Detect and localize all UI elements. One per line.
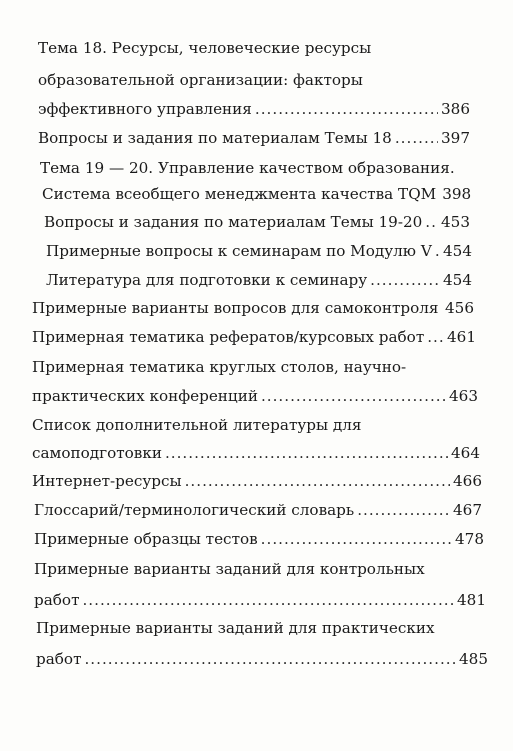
- page-number: 397: [441, 129, 470, 147]
- toc-entry-control-works-line1: Примерные варианты заданий для контрольных: [34, 560, 425, 578]
- page-number: 463: [449, 387, 478, 405]
- toc-entry-tests: [34, 529, 484, 549]
- toc-entry-topic-18: [38, 99, 470, 119]
- dot-leader: [441, 298, 442, 318]
- page-number: 461: [447, 328, 476, 346]
- page-number: 478: [455, 530, 484, 548]
- dot-leader: [370, 270, 440, 290]
- page-number: 386: [441, 100, 470, 118]
- toc-entry-glossary: [34, 500, 482, 520]
- toc-entry-title: Примерная тематика рефератов/курсовых работ: [32, 328, 425, 346]
- toc-entry-title: Примерные вопросы к семинарам по Модулю V: [46, 242, 432, 260]
- page-number: 467: [453, 501, 482, 519]
- page-number: 466: [453, 472, 482, 490]
- toc-entry-questions-18: [38, 128, 470, 148]
- dot-leader: [82, 590, 454, 610]
- toc-entry-title: Глоссарий/терминологический словарь: [34, 501, 355, 519]
- toc-entry-title: Система всеобщего менеджмента качества TQM: [42, 185, 437, 203]
- toc-entry-additional-literature: [32, 443, 480, 463]
- dot-leader: [261, 529, 452, 549]
- toc-entry-practical-works-line1: Примерные варианты заданий для практических: [36, 619, 435, 637]
- dot-leader: [357, 500, 450, 520]
- dot-leader: [165, 443, 448, 463]
- toc-entry-round-tables: [32, 386, 478, 406]
- toc-entry-topic-18-line1: Тема 18. Ресурсы, человеческие ресурсы: [38, 39, 372, 57]
- toc-entry-additional-literature-line1: Список дополнительной литературы для: [32, 416, 362, 434]
- dot-leader: [261, 386, 446, 406]
- dot-leader: [395, 128, 438, 148]
- page-number: 485: [459, 650, 488, 668]
- toc-entry-title: Вопросы и задания по материалам Темы 19-20: [44, 213, 423, 231]
- page-number: 398: [442, 185, 472, 203]
- toc-entry-title: самоподготовки: [32, 444, 162, 462]
- page-number: 464: [451, 444, 480, 462]
- toc-entry-round-tables-line1: Примерная тематика круглых столов, научно-: [32, 358, 407, 376]
- dot-leader: [255, 99, 438, 119]
- page-number: 481: [457, 591, 486, 609]
- toc-entry-title: практических конференций: [32, 387, 258, 405]
- toc-entry-seminar-questions: [46, 241, 472, 261]
- dot-leader: [425, 212, 438, 232]
- toc-entry-title: Примерные образцы тестов: [34, 530, 258, 548]
- toc-entry-essays: [32, 327, 476, 347]
- toc-entry-practical-works: [36, 649, 488, 669]
- page-number: 454: [443, 242, 472, 260]
- toc-entry-topic-19-20: [42, 184, 470, 204]
- dot-leader: [435, 241, 440, 261]
- dot-leader: [84, 649, 456, 669]
- toc-entry-title: Интернет-ресурсы: [32, 472, 182, 490]
- page-number: 454: [443, 271, 472, 289]
- toc-entry-self-control: [32, 298, 474, 318]
- toc-entry-title: Вопросы и задания по материалам Темы 18: [38, 129, 392, 147]
- dot-leader: [427, 327, 444, 347]
- toc-entry-seminar-literature: [46, 270, 472, 290]
- toc-entry-title: эффективного управления: [38, 100, 252, 118]
- toc-entry-title: Примерные варианты вопросов для самоконтроля: [32, 299, 439, 317]
- dot-leader: [185, 471, 450, 491]
- page-number: 453: [441, 213, 470, 231]
- toc-entry-title: работ: [36, 650, 82, 668]
- toc-entry-topic-19-20-line1: Тема 19 — 20. Управление качеством образования.: [40, 159, 455, 177]
- toc-entry-control-works: [34, 590, 486, 610]
- page-number: 456: [445, 299, 474, 317]
- toc-entry-internet-resources: [32, 471, 482, 491]
- toc-entry-topic-18-line2: образовательной организации: факторы: [38, 71, 363, 89]
- toc-entry-questions-19-20: [44, 212, 470, 232]
- toc-entry-title: Литература для подготовки к семинару: [46, 271, 368, 289]
- toc-entry-title: работ: [34, 591, 80, 609]
